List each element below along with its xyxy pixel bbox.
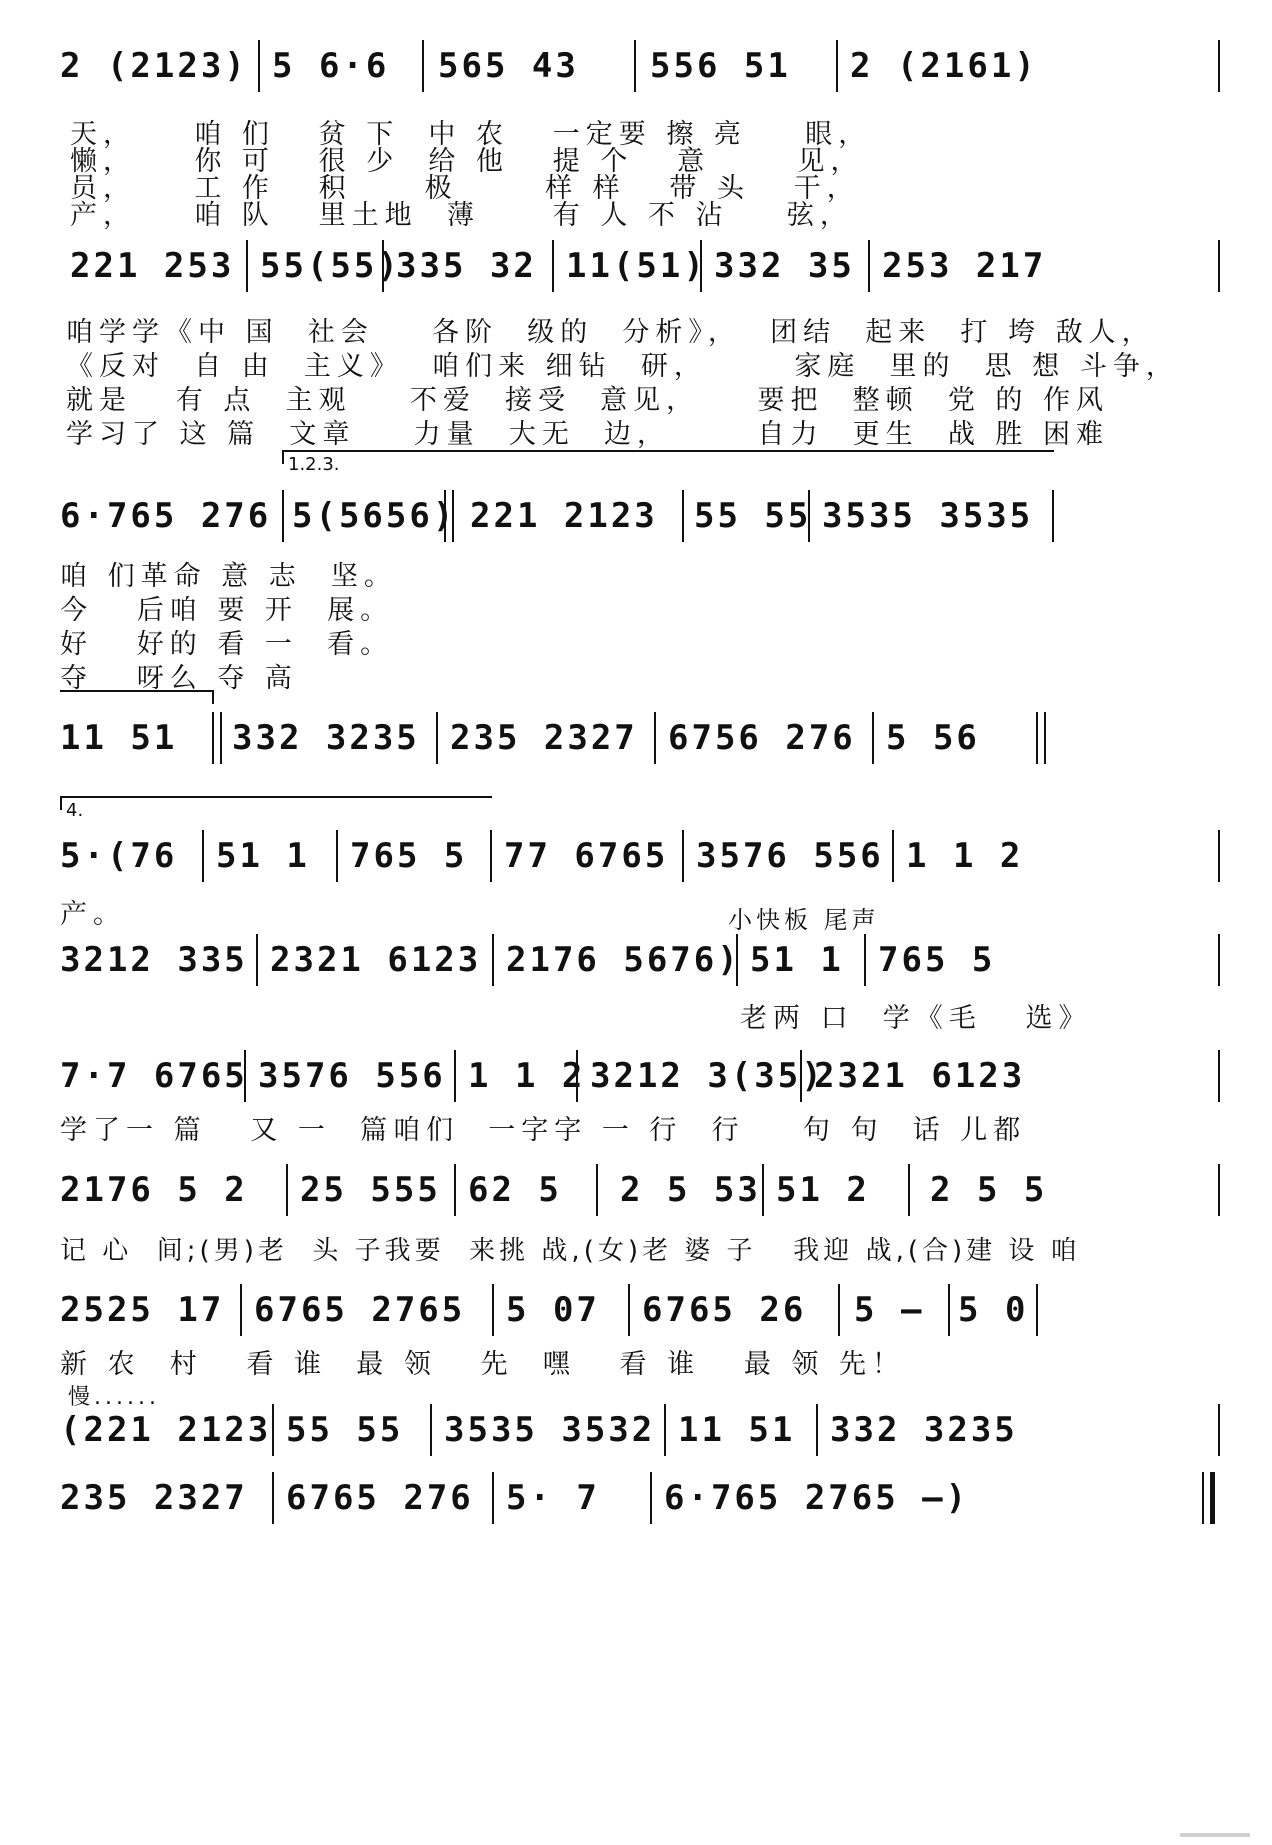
- barline: [490, 830, 492, 882]
- measure: 3212 3(35): [590, 1056, 825, 1096]
- measure: 332 3235: [830, 1410, 1018, 1450]
- measure: 2525 17: [60, 1290, 225, 1330]
- measure: (221 2123: [60, 1410, 272, 1450]
- barline: [836, 40, 838, 92]
- measure: 51 1: [750, 940, 844, 980]
- measure: 6765 2765: [254, 1290, 466, 1330]
- barline: [1218, 830, 1220, 882]
- barline-final: [1210, 1472, 1215, 1524]
- measure: 221 253: [70, 246, 235, 286]
- barline: [654, 712, 656, 764]
- measure: 2 (2161): [850, 46, 1038, 86]
- measure: 1 1 2: [906, 836, 1024, 876]
- barline: [892, 830, 894, 882]
- tempo-marking: 慢......: [68, 1385, 160, 1410]
- measure: 3535 3535: [822, 496, 1034, 536]
- measure: 62 5: [468, 1170, 562, 1210]
- lyric-line-2: 今 后咱 要 开 展。: [60, 595, 394, 626]
- lyric-line-4: 学习了 这 篇 文章 力量 大无 边， 自力 更生 战 胜 困难: [66, 419, 1109, 450]
- lyric-line-1: 老两 口 学《毛 选》: [740, 1003, 1092, 1034]
- score-row-6: [60, 930, 1220, 1040]
- lyric-line-3: 就是 有 点 主观 不爱 接受 意见， 要把 整顿 党 的 作风: [66, 385, 1109, 416]
- barline: [682, 830, 684, 882]
- measure: 5 07: [506, 1290, 600, 1330]
- lyric-line-3: 员， 工 作 积 极 样 样 带 头 干，: [70, 173, 860, 204]
- measure: 51 2: [776, 1170, 870, 1210]
- barline: [552, 240, 554, 292]
- barline: [872, 712, 874, 764]
- measure: 3212 335: [60, 940, 248, 980]
- measure: 5 6·6: [272, 46, 390, 86]
- barline: [220, 712, 222, 764]
- measure: 3535 3532: [444, 1410, 656, 1450]
- barline: [1036, 712, 1038, 764]
- lyric-line-1: 产。: [60, 899, 126, 930]
- lyric-line-3: 好 好的 看 一 看。: [60, 629, 394, 660]
- measure: 235 2327: [450, 718, 638, 758]
- volta-marker: 1.2.3.: [288, 454, 340, 475]
- barline: [286, 1164, 288, 1216]
- lyric-line-1: 咱 们革命 意 志 坚。: [60, 561, 397, 592]
- measure: 253 217: [882, 246, 1047, 286]
- watermark: [1180, 1833, 1250, 1837]
- measure: 2 5 53: [620, 1170, 761, 1210]
- score-row-10: [60, 1380, 1220, 1460]
- barline: [212, 712, 214, 764]
- measure: 221 2123: [470, 496, 658, 536]
- barline: [650, 1472, 652, 1524]
- measure: 77 6765: [504, 836, 669, 876]
- barline: [1218, 240, 1220, 292]
- score-row-3: [60, 450, 1220, 694]
- measure: 1 1 2: [468, 1056, 586, 1096]
- barline: [628, 1284, 630, 1336]
- measure: 565 43: [438, 46, 579, 86]
- lyric-line-1: 咱学学《中 国 社会 各阶 级的 分析》， 团结 起来 打 垮 敌人，: [66, 317, 1155, 348]
- measure: 2321 6123: [270, 940, 482, 980]
- measure: 2321 6123: [814, 1056, 1026, 1096]
- barline: [1218, 934, 1220, 986]
- measure: 6·765 2765 –): [664, 1478, 970, 1518]
- barline: [256, 934, 258, 986]
- measure: 55 55: [286, 1410, 404, 1450]
- measure: 5 0: [958, 1290, 1029, 1330]
- score-row-7: [60, 1046, 1220, 1156]
- score-row-4: [60, 690, 1220, 780]
- barline: [240, 1284, 242, 1336]
- barline: [762, 1164, 764, 1216]
- barline: [282, 490, 284, 542]
- measure: 25 555: [300, 1170, 441, 1210]
- score-row-2: [60, 236, 1220, 450]
- measure: 556 51: [650, 46, 791, 86]
- measure: 335 32: [396, 246, 537, 286]
- measure: 3576 556: [258, 1056, 446, 1096]
- score-row-1: [60, 36, 1220, 231]
- measure: 51 1: [216, 836, 310, 876]
- barline: [272, 1472, 274, 1524]
- lyric-line-4: 产， 咱 队 里土地 薄 有 人 不 沾 弦，: [70, 200, 853, 231]
- barlines: [60, 1280, 1220, 1340]
- measure: 3576 556: [696, 836, 884, 876]
- barline: [430, 1404, 432, 1456]
- measure: 6765 26: [642, 1290, 807, 1330]
- measure: 55(55): [260, 246, 401, 286]
- barline: [664, 1404, 666, 1456]
- measure: 332 3235: [232, 718, 420, 758]
- tempo-marking: 小快板 尾声: [728, 906, 880, 934]
- barline: [816, 1404, 818, 1456]
- measure: 11 51: [678, 1410, 796, 1450]
- barline: [596, 1164, 598, 1216]
- volta-marker: 4.: [66, 800, 84, 821]
- measure: 5(5656): [292, 496, 457, 536]
- measure: 765 5: [350, 836, 468, 876]
- measure: 6·765 276: [60, 496, 272, 536]
- barline: [246, 240, 248, 292]
- barline: [864, 934, 866, 986]
- volta-bracket-end: [60, 690, 214, 704]
- measure: 332 35: [714, 246, 855, 286]
- barline: [202, 830, 204, 882]
- measure: 11 51: [60, 718, 178, 758]
- lyric-line-2: 懒， 你 可 很 少 给 他 提 个 意 见，: [70, 146, 864, 177]
- measure: 11(51): [566, 246, 707, 286]
- lyric-line-1: 天， 咱 们 贫 下 中 农 一定要 擦 亮 眼，: [70, 119, 872, 150]
- barline: [492, 1284, 494, 1336]
- measure: 5 –: [854, 1290, 925, 1330]
- measure: 5·(76: [60, 836, 178, 876]
- barline: [454, 1050, 456, 1102]
- barline: [1218, 1050, 1220, 1102]
- barline: [908, 1164, 910, 1216]
- measure: 7·7 6765: [60, 1056, 248, 1096]
- lyric-line-4: 夺 呀么 夺 高: [60, 663, 298, 694]
- lyric-line-1: 新 农 村 看 谁 最 领 先 嘿 看 谁 最 领 先！: [60, 1349, 905, 1380]
- barline: [422, 40, 424, 92]
- barline: [1044, 712, 1046, 764]
- measure: 5· 7: [506, 1478, 600, 1518]
- barline: [1202, 1472, 1204, 1524]
- barline: [948, 1284, 950, 1336]
- measure: 2 (2123): [60, 46, 248, 86]
- measure: 6756 276: [668, 718, 856, 758]
- volta-bracket: [60, 796, 492, 810]
- barline: [868, 240, 870, 292]
- lyric-line-1: 记 心 间;(男)老 头 子我要 来挑 战,(女)老 婆 子 我迎 战,(合)建 设 咱: [60, 1236, 1081, 1266]
- barline: [634, 40, 636, 92]
- lyric-line-2: 《反对 自 由 主义》 咱们来 细钻 研， 家庭 里的 思 想 斗争，: [66, 351, 1179, 382]
- measure: 765 5: [878, 940, 996, 980]
- barline: [436, 712, 438, 764]
- barline: [1218, 40, 1220, 92]
- barline: [454, 1164, 456, 1216]
- score-row-11: [60, 1468, 1220, 1548]
- barline: [1218, 1164, 1220, 1216]
- barline: [1036, 1284, 1038, 1336]
- score-row-8: [60, 1160, 1220, 1270]
- measure: 235 2327: [60, 1478, 248, 1518]
- barline: [492, 1472, 494, 1524]
- barline: [336, 830, 338, 882]
- measure: 2176 5676): [506, 940, 741, 980]
- barline: [838, 1284, 840, 1336]
- measure: 2176 5 2: [60, 1170, 248, 1210]
- score-row-9: [60, 1280, 1220, 1390]
- volta-bracket: [282, 450, 1054, 464]
- barline: [1218, 1404, 1220, 1456]
- barline: [682, 490, 684, 542]
- barline: [492, 934, 494, 986]
- barline: [258, 40, 260, 92]
- lyric-line-1: 学了一 篇 又 一 篇咱们 一字字 一 行 行 句 句 话 儿都: [60, 1115, 1027, 1146]
- measure: 2 5 5: [930, 1170, 1048, 1210]
- score-row-5: [60, 796, 1220, 936]
- measure: 6765 276: [286, 1478, 474, 1518]
- barline: [272, 1404, 274, 1456]
- measure: 5 56: [886, 718, 980, 758]
- measure: 55 55: [694, 496, 812, 536]
- barline: [1052, 490, 1054, 542]
